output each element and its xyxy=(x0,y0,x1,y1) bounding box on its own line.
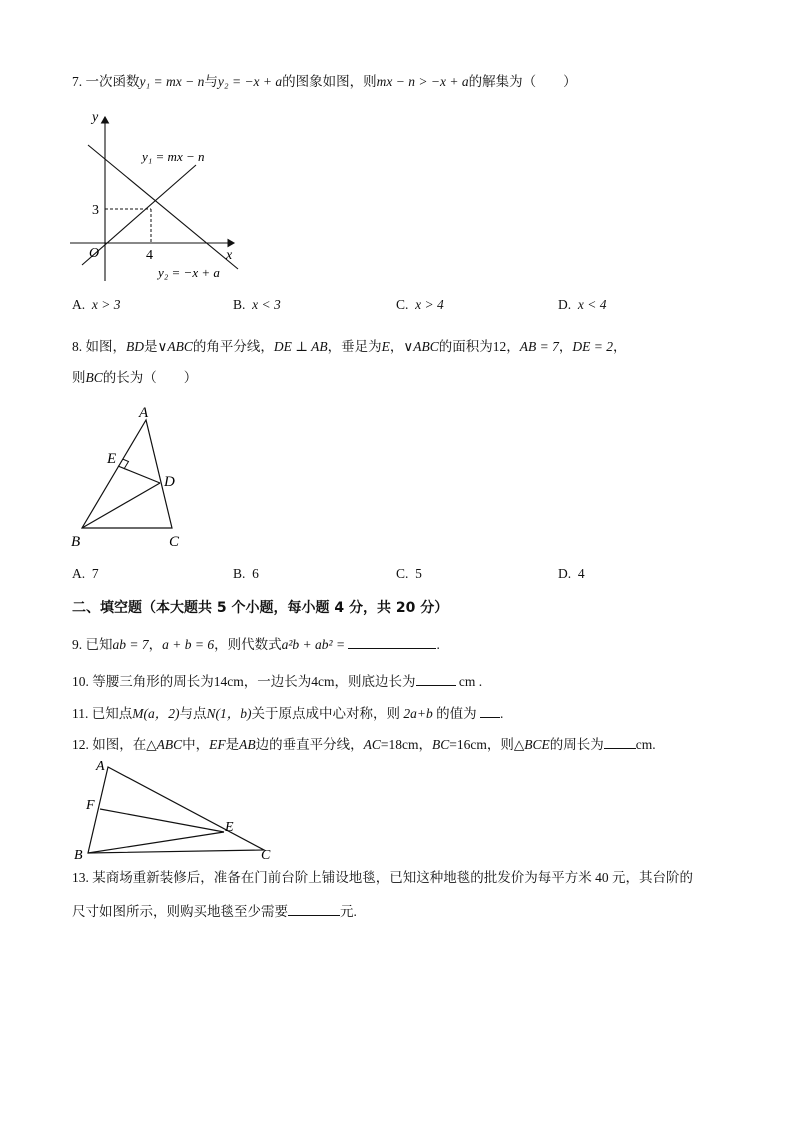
q10-unit: cm xyxy=(458,674,476,689)
option-key: A. xyxy=(72,566,86,581)
q10-text: 等腰三角形的周长为 xyxy=(92,674,214,689)
q11-text: 的值为 xyxy=(436,706,477,721)
q12-math: AC xyxy=(363,737,381,752)
option-key: A. xyxy=(72,297,86,312)
q9-text: ， xyxy=(148,637,163,652)
q12-math: BC xyxy=(432,737,450,752)
q11-math: N(1，b) xyxy=(206,706,252,721)
q7-formula-y2: y₂ = −x + a xyxy=(217,74,283,89)
q8-math: ∨ABC xyxy=(157,339,193,354)
q10-text: . xyxy=(478,674,483,689)
q12-number: 12. xyxy=(72,737,89,752)
q12-label-a: A xyxy=(96,759,105,774)
q8-option-b[interactable] xyxy=(233,566,259,582)
q9-number: 9. xyxy=(72,637,83,652)
q12-stem xyxy=(72,734,656,754)
q8-text: ，垂足为 xyxy=(327,339,382,354)
q13-stem-line1 xyxy=(72,869,693,887)
option-key: B. xyxy=(233,297,246,312)
q11-number: 11. xyxy=(72,706,89,721)
q12-text: 中， xyxy=(182,737,210,752)
q12-label-e: E xyxy=(225,820,234,835)
q8-text: 则 xyxy=(72,370,86,385)
q8-label-a: A xyxy=(139,405,149,421)
q9-math: ab = 7 xyxy=(112,637,149,652)
q9-math: a²b + ab² = xyxy=(281,637,346,652)
q8-label-d: D xyxy=(164,474,175,490)
q10-text: ，一边长为 xyxy=(243,674,312,689)
q8-text: 如图， xyxy=(85,339,126,354)
q7-graph xyxy=(70,105,260,285)
q13-text: 元. xyxy=(340,904,357,919)
q12-triangle-figure xyxy=(68,755,288,865)
q10-answer-blank[interactable] xyxy=(416,671,456,686)
q7-number: 7. xyxy=(72,74,83,89)
q8-option-c[interactable] xyxy=(396,566,422,582)
q9-stem xyxy=(72,634,440,654)
q7-tick-y: 3 xyxy=(92,203,99,218)
q12-label-f: F xyxy=(86,798,95,813)
option-key: B. xyxy=(233,566,246,581)
q8-math: E xyxy=(381,339,390,354)
q7-line1-label: y₁ = mx − n xyxy=(142,149,205,164)
option-value: x < 3 xyxy=(252,297,281,312)
q8-label-c: C xyxy=(169,534,180,550)
q12-text: =18cm， xyxy=(380,737,433,752)
q8-text: 是 xyxy=(144,339,158,354)
q7-text-3: 的图象如图，则 xyxy=(282,74,377,89)
q13-answer-blank[interactable] xyxy=(288,901,340,916)
q10-value: 14cm xyxy=(213,674,244,689)
section-heading: 二、填空题（本大题共 5 个小题，每小题 4 分，共 20 分） xyxy=(72,600,449,616)
q12-math: △ABC xyxy=(146,737,183,752)
q8-text: ， xyxy=(389,339,404,354)
q8-triangle-abc xyxy=(82,420,172,528)
q7-y-label: y xyxy=(92,110,99,125)
option-value: x < 4 xyxy=(577,297,607,312)
q12-triangle-abc xyxy=(88,767,264,853)
q7-formula-y1: y₁ = mx − n xyxy=(139,74,205,89)
q11-math: 2a+b xyxy=(403,706,433,721)
q11-text: 与点 xyxy=(179,706,207,721)
q11-text: . xyxy=(500,706,504,721)
q9-text: 已知 xyxy=(85,637,113,652)
option-key: D. xyxy=(558,566,572,581)
q12-text: =16cm，则 xyxy=(449,737,514,752)
q12-text: 边的垂直平分线， xyxy=(255,737,364,752)
q7-text-1: 一次函数 xyxy=(85,74,140,89)
q12-text: 是 xyxy=(225,737,240,752)
q12-math: AB xyxy=(239,737,256,752)
q12-segment-fe xyxy=(100,809,224,832)
q13-stem-line2 xyxy=(72,901,357,921)
q11-text: 已知点 xyxy=(91,706,133,721)
q12-answer-blank[interactable] xyxy=(604,734,636,749)
q12-math: △BCE xyxy=(513,737,550,752)
q8-math: ∨ABC xyxy=(403,339,439,354)
q8-text: 的长为（ ） xyxy=(102,370,198,385)
q8-bisector-bd xyxy=(82,483,160,528)
q10-stem xyxy=(72,671,482,691)
q8-text: ， xyxy=(506,339,520,354)
q10-text: ，则底边长为 xyxy=(334,674,416,689)
q7-option-c[interactable] xyxy=(396,297,444,313)
q10-number: 10. xyxy=(72,674,89,689)
q9-text: ，则代数式 xyxy=(214,637,282,652)
q12-text: 如图，在 xyxy=(92,737,147,752)
q8-number: 8. xyxy=(72,339,83,354)
q9-answer-blank[interactable] xyxy=(348,634,436,649)
q8-right-angle-mark xyxy=(123,459,129,469)
q10-value: 4cm xyxy=(311,674,335,689)
option-value: x > 4 xyxy=(415,297,444,312)
q7-tick-x: 4 xyxy=(146,248,153,263)
option-value: 4 xyxy=(577,566,585,581)
q7-text-2: 与 xyxy=(204,74,218,89)
q11-math: M(a，2) xyxy=(132,706,180,721)
q8-math: DE = 2 xyxy=(572,339,613,354)
option-value: x > 3 xyxy=(91,297,121,312)
q8-stem-line2 xyxy=(72,369,197,387)
q9-math: a + b = 6 xyxy=(162,637,215,652)
q12-math: EF xyxy=(209,737,226,752)
q8-math: 12 xyxy=(492,339,507,354)
q8-math: BD xyxy=(126,339,144,354)
q7-option-b[interactable] xyxy=(233,297,281,313)
q7-line2-label: y₂ = −x + a xyxy=(158,265,220,280)
q8-math: BC xyxy=(85,370,103,385)
option-value: 5 xyxy=(415,566,422,581)
option-value: 7 xyxy=(91,566,99,581)
q11-answer-blank[interactable] xyxy=(480,703,500,718)
q8-label-b: B xyxy=(71,534,81,550)
q11-stem xyxy=(72,703,503,723)
q8-label-e: E xyxy=(107,451,117,467)
q12-segment-be xyxy=(88,832,224,853)
q12-text: cm. xyxy=(635,737,656,752)
q8-math: DE ⊥ AB xyxy=(273,339,328,354)
q8-text: 的面积为 xyxy=(438,339,493,354)
q8-option-d[interactable] xyxy=(558,566,585,582)
q9-text: . xyxy=(436,637,440,652)
option-key: C. xyxy=(396,566,409,581)
q12-text: 的周长为 xyxy=(549,737,604,752)
q13-text: 某商场重新装修后，准备在门前台阶上铺设地毯，已知这种地毯的批发价为每平方米 40 元，其台阶的 xyxy=(92,870,693,885)
option-key: D. xyxy=(558,297,572,312)
option-key: C. xyxy=(396,297,409,312)
q7-option-d[interactable] xyxy=(558,297,606,313)
q8-text: ， xyxy=(612,339,627,354)
q8-text: ， xyxy=(558,339,573,354)
q8-text: 的角平分线， xyxy=(192,339,274,354)
q7-option-a[interactable] xyxy=(72,297,120,313)
q13-number: 13. xyxy=(72,870,89,885)
q7-stem xyxy=(72,73,577,91)
q7-text-4: 的解集为（ ） xyxy=(468,74,577,89)
q13-text: 尺寸如图所示，则购买地毯至少需要 xyxy=(72,904,288,919)
q8-triangle-figure xyxy=(68,400,198,552)
q12-label-b: B xyxy=(74,848,83,863)
q8-math: AB = 7 xyxy=(519,339,559,354)
q11-text: 关于原点成中心对称，则 xyxy=(251,706,400,721)
q7-origin-label: O xyxy=(89,246,100,261)
q8-option-a[interactable] xyxy=(72,566,99,582)
q8-stem-line1 xyxy=(72,338,626,356)
q7-x-label: x xyxy=(226,248,233,263)
option-value: 6 xyxy=(252,566,259,581)
q12-label-c: C xyxy=(261,848,271,863)
q7-inequality: mx − n > −x + a xyxy=(376,74,469,89)
